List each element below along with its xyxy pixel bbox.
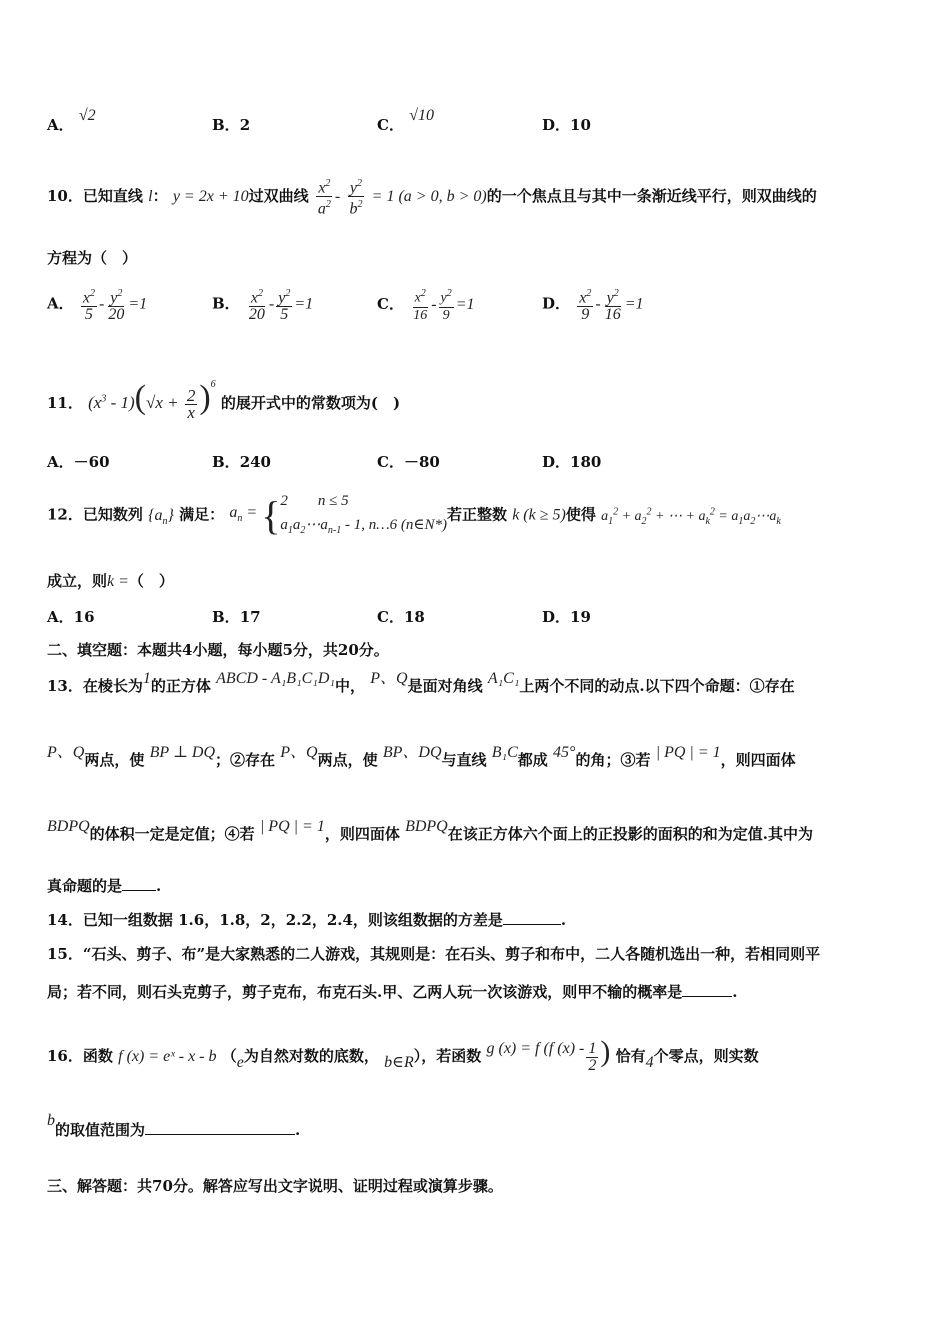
q14-line bbox=[47, 910, 566, 930]
option-label: B． bbox=[212, 608, 240, 626]
denominator: 16 bbox=[604, 306, 621, 324]
option-label: A． bbox=[47, 294, 74, 313]
text: ，则四面体 bbox=[720, 751, 796, 769]
q11-line bbox=[47, 370, 400, 431]
function-g: g (x) = f (f (x) - bbox=[486, 1040, 585, 1057]
text: 与直线 bbox=[441, 751, 487, 769]
text: . bbox=[732, 983, 738, 1001]
q9-option-d bbox=[542, 114, 591, 135]
q12-option-a bbox=[47, 606, 95, 627]
text: 两点，使 bbox=[317, 751, 378, 769]
q13-line-1 bbox=[47, 672, 795, 701]
option-label: C． bbox=[377, 116, 404, 134]
q13-line-2 bbox=[47, 746, 796, 775]
q11-option-d bbox=[542, 451, 601, 472]
fraction: $\frac{y^2}{b^2}$ bbox=[349, 178, 363, 218]
tetrahedron: BDPQ bbox=[47, 818, 90, 835]
text: 函数 bbox=[82, 1047, 113, 1065]
option-expr: √2 bbox=[78, 107, 96, 124]
text: ；②存在 bbox=[215, 751, 276, 769]
answer-blank[interactable] bbox=[682, 982, 732, 997]
option-text: 16 bbox=[73, 608, 95, 626]
tetrahedron: BDPQ bbox=[405, 818, 448, 835]
expression: $(x^3 - 1)(√x$ + $\frac{2}{x}$ )$^6$ bbox=[88, 379, 216, 422]
text: . bbox=[295, 1121, 301, 1139]
text: 已知直线 bbox=[82, 186, 143, 205]
text: 使得 bbox=[565, 505, 596, 524]
text: （ bbox=[221, 1047, 237, 1065]
text: 的取值范围为 bbox=[55, 1121, 146, 1139]
denominator: 20 bbox=[248, 306, 265, 324]
option-label: A． bbox=[47, 116, 74, 134]
denominator: 9 bbox=[442, 307, 450, 323]
question-number: 10． bbox=[47, 186, 83, 205]
text: 过双曲线 bbox=[248, 186, 309, 205]
question-number: 11． bbox=[47, 394, 83, 412]
points-pq: P、Q bbox=[280, 744, 318, 761]
option-label: A． bbox=[47, 608, 74, 626]
option-label: D． bbox=[542, 294, 571, 313]
q11-option-a bbox=[47, 451, 110, 472]
math: l bbox=[148, 187, 153, 205]
q13-line-4 bbox=[47, 876, 161, 896]
cube-name: ABCD - A₁B₁C₁D₁ bbox=[216, 670, 335, 687]
math: b∈R bbox=[384, 1054, 414, 1071]
math: B₁C bbox=[491, 744, 518, 761]
option-label: D． bbox=[542, 608, 571, 626]
option-label: B． bbox=[212, 453, 240, 471]
text: （ ） bbox=[128, 572, 174, 590]
option-label: C． bbox=[377, 453, 404, 471]
answer-blank[interactable] bbox=[503, 910, 561, 925]
q16-line-1: 16．函数 f (x) = eˣ - x - b （e为自然对数的底数， b∈R），若函数 g (x) = f (f (x) - $\frac{1}{2}$ ) 恰有4个零点，则实数 bbox=[47, 1035, 759, 1074]
question-number: 14． bbox=[47, 911, 83, 929]
text: 的一个焦点且与其中一条渐近线平行，则双曲线的 bbox=[486, 186, 817, 205]
q12-line-1 bbox=[47, 484, 781, 550]
line-equation: y = 2x + 10 bbox=[172, 187, 249, 205]
q10-option-b: B． $\frac{x^2}{20}$ - $\frac{y^2}{5}$ =1 bbox=[212, 288, 314, 324]
text: 真命题的是 bbox=[47, 877, 123, 895]
q15-line-2 bbox=[47, 982, 737, 1002]
q15-line-1 bbox=[47, 944, 820, 964]
option-expr: √10 bbox=[409, 107, 434, 124]
option-text: 180 bbox=[570, 453, 602, 471]
option-text: －60 bbox=[73, 453, 110, 471]
q12-line-2: 成立，则k =（ ） bbox=[47, 572, 174, 590]
section-2-heading: 二、填空题：本题共4小题，每小题5分，共20分。 bbox=[47, 641, 389, 659]
q12-option-c bbox=[377, 606, 425, 627]
option-label: C． bbox=[377, 608, 404, 626]
q10-option-a: A． $\frac{x^2}{5}$ - $\frac{y^2}{20}$ =1 bbox=[47, 288, 148, 324]
q10-line-2 bbox=[47, 248, 137, 268]
text: 的展开式中的常数项为( ) bbox=[220, 394, 401, 412]
section-3-heading: 三、解答题：共70分。解答应写出文字说明、证明过程或演算步骤。 bbox=[47, 1177, 503, 1195]
denominator: 16 bbox=[413, 307, 428, 323]
math: 45° bbox=[553, 744, 576, 761]
q9-option-c bbox=[377, 107, 434, 135]
q10-line-1: 10．已知直线 l： y = 2x + 10过双曲线 $\frac{x^2}{a^2}$ - $\frac{y^2}{b^2}$ = 1 (a > 0, b > 0)的一个焦点且与其中一条渐近线平行，则双曲线的 bbox=[47, 178, 817, 218]
an-def: $a_n$ = { 2 n ≤ 5 $a_1a_2\cdots a_{n-1} - 1$, n…6 (n∈N*) bbox=[229, 485, 447, 547]
option-text: 17 bbox=[239, 608, 261, 626]
text: 为自然对数的底数， bbox=[243, 1047, 379, 1065]
text: 的角；③若 bbox=[575, 751, 651, 769]
option-text: 240 bbox=[239, 453, 271, 471]
text: 的正方体 bbox=[150, 677, 211, 695]
q13-line-3 bbox=[47, 820, 813, 849]
q12-option-d bbox=[542, 606, 591, 627]
text: 恰有 bbox=[615, 1047, 646, 1065]
text: 中， bbox=[334, 677, 365, 695]
sum-equation: $a_1^2 + a_2^2$ + ⋯ + $a_k^2$ = $a_1a_2\cdots a_k$ bbox=[601, 506, 781, 527]
condition: = 1 (a > 0, b > 0) bbox=[371, 187, 487, 205]
option-label: C． bbox=[377, 294, 404, 313]
fraction: $\frac{x^2}{a^2}$ bbox=[317, 178, 331, 218]
option-text: －80 bbox=[403, 453, 440, 471]
denominator: 20 bbox=[108, 306, 125, 324]
q9-option-a bbox=[47, 107, 96, 135]
answer-blank[interactable] bbox=[145, 1120, 295, 1135]
option-text: 2 bbox=[239, 116, 251, 134]
q9-option-b bbox=[212, 114, 250, 135]
q16-line-2 bbox=[47, 1112, 301, 1145]
text: 成立，则 bbox=[47, 572, 108, 590]
denominator: 9 bbox=[581, 306, 590, 324]
math: | PQ | = 1 bbox=[655, 744, 721, 761]
diagonal: A₁C₁ bbox=[487, 670, 520, 687]
text: 上两个不同的动点.以下四个命题：①存在 bbox=[519, 677, 795, 695]
q11-option-b bbox=[212, 451, 271, 472]
option-label: D． bbox=[542, 453, 571, 471]
points-pq: P、Q bbox=[370, 670, 408, 687]
option-label: B． bbox=[212, 294, 240, 313]
sequence-an: $\{a_n\}$ bbox=[148, 506, 174, 527]
math: b bbox=[47, 1112, 55, 1129]
question-number: 15． bbox=[47, 945, 83, 963]
points-pq: P、Q bbox=[47, 744, 85, 761]
math: BP、DQ bbox=[382, 744, 442, 761]
q11-option-c bbox=[377, 451, 440, 472]
option-text: 10 bbox=[570, 116, 591, 134]
text: 在棱长为 bbox=[82, 677, 143, 695]
text: 已知数列 bbox=[82, 505, 143, 524]
k-condition: k (k ≥ 5) bbox=[512, 506, 566, 524]
question-number: 16． bbox=[47, 1047, 83, 1065]
answer-blank[interactable] bbox=[122, 876, 156, 891]
text: ： bbox=[152, 186, 168, 205]
math: 1 bbox=[142, 670, 151, 687]
text: 方程为（ ） bbox=[47, 249, 138, 267]
option-text: 18 bbox=[403, 608, 425, 626]
text: ，则四面体 bbox=[324, 825, 400, 843]
math: 4 bbox=[645, 1054, 654, 1071]
text: “石头、剪子、布”是大家熟悉的二人游戏，其规则是：在石头、剪子和布中，二人各随机选出一种，若相同则平 bbox=[82, 945, 821, 963]
question-number: 12． bbox=[47, 505, 83, 524]
option-label: D． bbox=[542, 116, 571, 134]
denominator: 5 bbox=[84, 306, 93, 324]
math: | PQ | = 1 bbox=[259, 818, 325, 835]
option-text: 19 bbox=[570, 608, 591, 626]
text: 两点，使 bbox=[84, 751, 145, 769]
q12-option-b bbox=[212, 606, 261, 627]
text: . bbox=[560, 911, 567, 929]
case-1: 2 n ≤ 5 bbox=[280, 492, 349, 509]
text: 已知一组数据 1.6，1.8，2，2.2，2.4，则该组数据的方差是 bbox=[82, 911, 503, 929]
text: 局；若不同，则石头克剪子，剪子克布，布克石头.甲、乙两人玩一次该游戏，则甲不输的概率是 bbox=[47, 983, 683, 1001]
text: 在该正方体六个面上的正投影的面积的和为定值.其中为 bbox=[447, 825, 813, 843]
text: 是面对角线 bbox=[407, 677, 483, 695]
text: 的体积一定是定值；④若 bbox=[89, 825, 255, 843]
text: 满足： bbox=[179, 505, 225, 524]
q10-option-d: D． $\frac{x^2}{9}$ - $\frac{y^2}{16}$ =1 bbox=[542, 288, 644, 324]
denominator: 5 bbox=[280, 306, 289, 324]
text: . bbox=[156, 877, 162, 895]
math: BP ⊥ DQ bbox=[149, 744, 216, 761]
function-f: f (x) = eˣ - x - b bbox=[118, 1048, 217, 1065]
text: 都成 bbox=[517, 751, 548, 769]
option-label: A． bbox=[47, 453, 74, 471]
text: ），若函数 bbox=[413, 1047, 482, 1065]
text: 若正整数 bbox=[446, 505, 507, 524]
math: e bbox=[236, 1054, 244, 1071]
text: 个零点，则实数 bbox=[653, 1047, 759, 1065]
case-2: - 1, n…6 (n∈N*) bbox=[345, 516, 447, 533]
q10-option-c: C． $\frac{x^2}{16}$ - $\frac{y^2}{9}$ =1 bbox=[377, 288, 475, 323]
option-label: B． bbox=[212, 116, 240, 134]
question-number: 13． bbox=[47, 677, 83, 695]
